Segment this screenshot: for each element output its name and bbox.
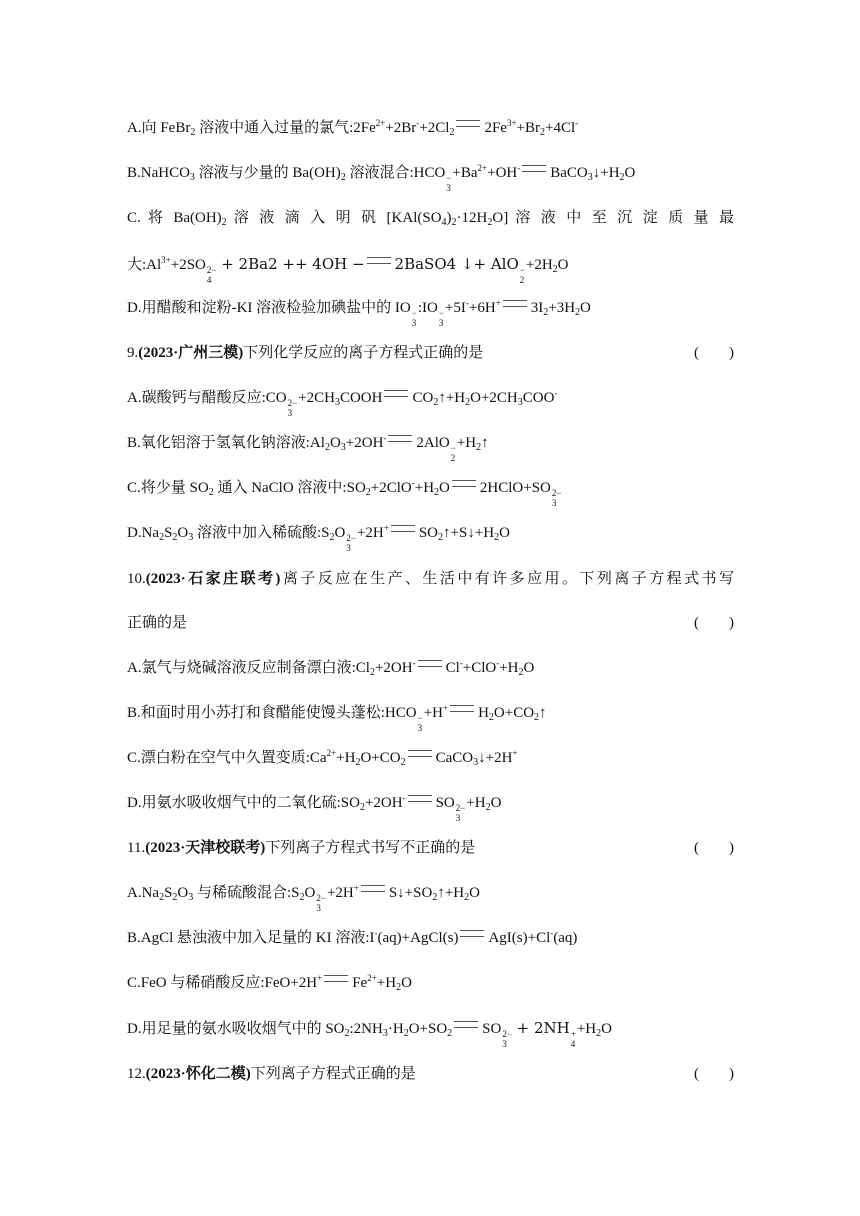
question-10-stem: 10.(2023·石家庄联考)离子反应在生产、生活中有许多应用。下列离子方程式书写 [127, 571, 734, 587]
option-10c: C.漂白粉在空气中久置变质$:Ca^{2+}+H_2O+CO_2$ CaCO$_3$↓+2H+ [127, 748, 518, 768]
question-11-stem: 11.(2023·天津校联考)下列离子方程式书写不正确的是 ( ) [127, 840, 734, 856]
option-9b: B.氧化铝溶于氢氧化钠溶液$:Al_2O_3+2OH^-$ 2AlO − 2 $+H_2↑$ [127, 433, 489, 463]
option-11c: C.FeO 与稀硝酸反应:FeO+2H+ $Fe^{2+}+H_2O$ [127, 973, 412, 993]
question-9-stem: 9.(2023·广州三模)下列化学反应的离子方程式正确的是 ( ) [127, 345, 734, 361]
option-8b: B.NaHCO$_3$ 溶液与少量的 $Ba(OH)_2$ 溶液混合:HCO − 3 $+Ba^{2+}+OH^-$ $BaCO_3↓+H_2O$ [127, 163, 636, 193]
option-10b: B.和面时用小苏打和食醋能使馒头蓬松:HCO − 3 +H+ $H_2O+CO_2↑$ [127, 703, 547, 733]
option-10a: A.氯气与烧碱溶液反应制备漂白液$:Cl_2+2OH^-$ $Cl^-+ClO^-+H_2O$ [127, 658, 535, 678]
equals-sign [456, 120, 480, 127]
option-9c: C.将少量 $SO_2$ 通入 NaClO 溶液中$:SO_2+2ClO^-+H_2O$ 2HClO+SO 2− 3 [127, 478, 562, 508]
option-11d: D.用足量的氨水吸收烟气中的 $SO_2:2NH_3\cdot H_2O+SO_2$ SO 2− 3 + 2NH + 4 $+H_2O$ [127, 1019, 612, 1049]
option-11a: $A.Na_2S_2O_3$ 与稀硫酸混合$:S_2O$ 2− 3 +2H+ $S↓+SO_2↑+H_2O$ [127, 883, 480, 913]
option-8a: A.向 FeBr$_2$ 溶液中通入过量的氯气$:2Fe^{2+}+2Br^-+2Cl_2$ $2Fe^{3+}+Br_2+4Cl^-$ [127, 118, 579, 138]
question-12-stem: 12.(2023·怀化二模)下列离子方程式正确的是 ( ) [127, 1066, 734, 1082]
option-11b: B.AgCl 悬浊液中加入足量的 KI 溶液:I-(aq)+AgCl(s) AgI(s)+Cl-(aq) [127, 928, 578, 946]
option-8c-line1: C. 将 $Ba(OH)_2$ 溶 液 滴 入 明 矾 $[KAl(SO_4)_2\cdot 12H_2O]$ 溶 液 中 至 沉 淀 质 量 最 [127, 210, 735, 228]
option-9a: A.碳酸钙与醋酸反应:CO 2− 3 $+2CH_3COOH$ $CO_2↑+H_2O+2CH_3COO^-$ [127, 388, 558, 418]
answer-parentheses: ( ) [694, 345, 734, 361]
option-8c-line2: 大$:Al^{3+}+2SO$ 2− 4 + 2Ba2 ++ 4OH − 2BaSO4 ↓+ AlO − 2 $+2H_2O$ [127, 255, 569, 285]
option-8d: D.用醋酸和淀粉-KI 溶液检验加碘盐中的 IO − 3 :IO − 3 +5I-+6H+ $3I_2+3H_2O$ [127, 298, 591, 328]
question-10-stem-line2: 正确的是 ( ) [127, 615, 734, 631]
option-9d: $D.Na_2S_2O_3$ 溶液中加入稀硫酸$:S_2O$ 2− 3 +2H+ $SO_2↑+S↓+H_2O$ [127, 523, 510, 553]
option-10d: D.用氨水吸收烟气中的二氧化硫$:SO_2+2OH^-$ SO 2− 3 $+H_2O$ [127, 793, 502, 823]
